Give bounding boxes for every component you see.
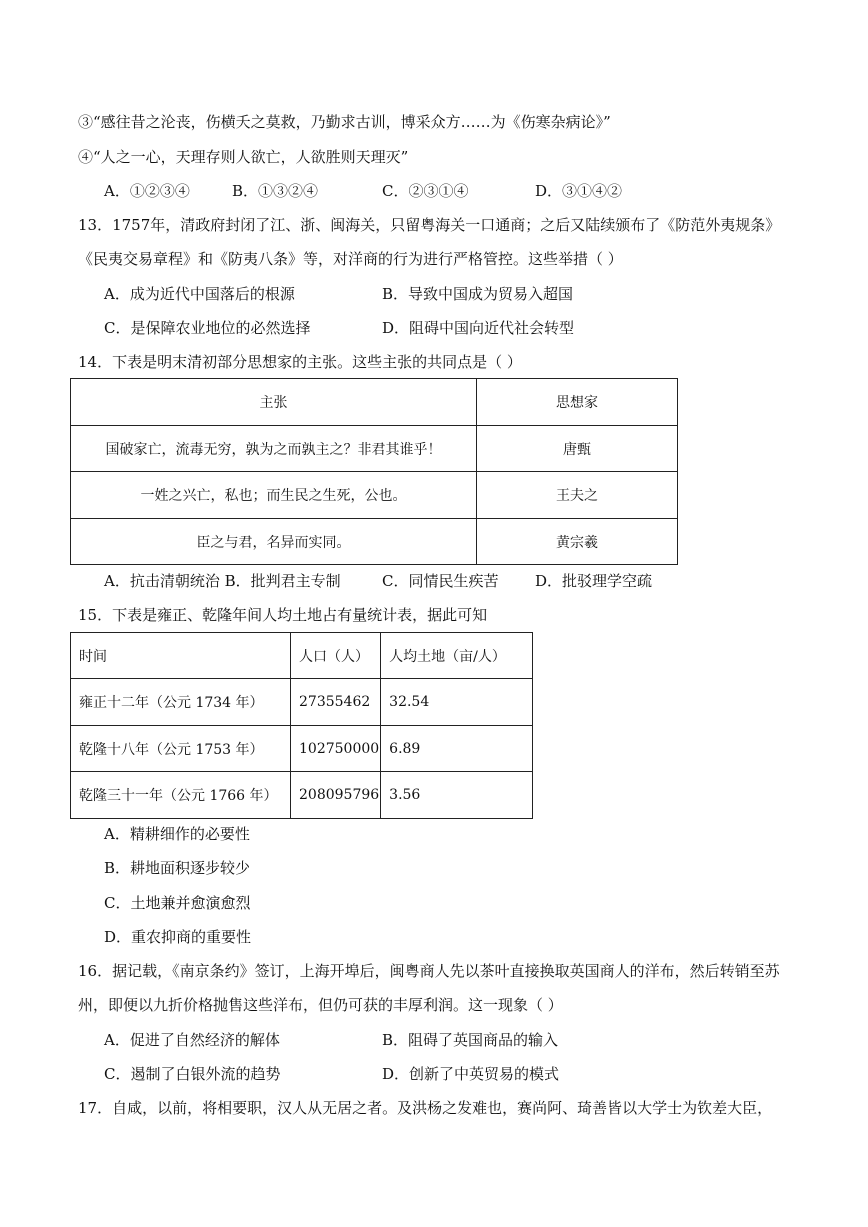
table-cell: 臣之与君，名异而实同。 — [71, 519, 477, 565]
q14-stem: 14．下表是明末清初部分思想家的主张。这些主张的共同点是（ ） — [78, 353, 522, 371]
q14-table — [70, 378, 678, 565]
q16-stem-line1: 16．据记载，《南京条约》签订，上海开埠后，闽粤商人先以茶叶直接换取英国商人的洋布，然后转销至苏 — [78, 962, 780, 980]
table-cell: 乾隆十八年（公元 1753 年） — [71, 726, 291, 772]
statement-3: ③“感往昔之沦丧，伤横夭之莫救，乃勤求古训，博采众方……为《伤寒杂病论》” — [78, 113, 611, 131]
q13-option-a: A．成为近代中国落后的根源 — [104, 285, 295, 303]
table-cell: 唐甄 — [477, 426, 678, 472]
table-row — [71, 679, 533, 726]
q14-option-d: D．批驳理学空疏 — [535, 572, 653, 590]
table-cell: 32.54 — [381, 679, 533, 726]
table-header-cell: 主张 — [71, 379, 477, 426]
q15-option-a: A．精耕细作的必要性 — [104, 825, 250, 843]
table-header-cell: 时间 — [71, 633, 291, 679]
q13-option-d: D．阻碍中国向近代社会转型 — [382, 319, 575, 337]
table-cell: 一姓之兴亡，私也；而生民之生死，公也。 — [71, 472, 477, 519]
q16-option-a: A．促进了自然经济的解体 — [104, 1031, 280, 1049]
q13-option-b: B．导致中国成为贸易入超国 — [382, 285, 574, 303]
table-cell: 208095796 — [291, 772, 381, 819]
q15-option-c: C．土地兼并愈演愈烈 — [104, 894, 251, 912]
q16-option-d: D．创新了中英贸易的模式 — [382, 1065, 560, 1083]
table-cell: 雍正十二年（公元 1734 年） — [71, 679, 291, 726]
table-row — [71, 519, 678, 565]
q15-stem: 15．下表是雍正、乾隆年间人均土地占有量统计表，据此可知 — [78, 606, 488, 624]
table-header-row — [71, 379, 678, 426]
q17-stem-line1: 17．自咸，以前，将相要职，汉人从无居之者。及洪杨之发难也，赛尚阿、琦善皆以大学士为钦差大臣， — [78, 1099, 773, 1117]
table-header-cell: 人口（人） — [291, 633, 381, 679]
q13-stem-line1: 13．1757年，清政府封闭了江、浙、闽海关，只留粤海关一口通商；之后又陆续颁布了《防范外夷规条》 — [78, 216, 781, 234]
q15-option-b: B．耕地面积逐步较少 — [104, 859, 251, 877]
q13-option-c: C．是保障农业地位的必然选择 — [104, 319, 311, 337]
q16-option-b: B．阻碍了英国商品的输入 — [382, 1031, 559, 1049]
q16-stem-line2: 州，即便以九折价格抛售这些洋布，但仍可获的丰厚利润。这一现象（ ） — [78, 996, 563, 1014]
statement-4: ④“人之一心，天理存则人欲亡，人欲胜则天理灭” — [78, 148, 409, 166]
q14-option-c: C．同情民生疾苦 — [382, 572, 499, 590]
table-row — [71, 772, 533, 819]
q16-option-c: C．遏制了白银外流的趋势 — [104, 1065, 281, 1083]
table-row — [71, 472, 678, 519]
table-cell: 102750000 — [291, 726, 381, 772]
q12-option-c: C．②③①④ — [382, 182, 469, 200]
table-cell: 27355462 — [291, 679, 381, 726]
q12-option-a: A．①②③④ — [104, 182, 190, 200]
table-cell: 国破家亡，流毒无穷，孰为之而孰主之？非君其谁乎！ — [71, 426, 477, 472]
q13-stem-line2: 《民夷交易章程》和《防夷八条》等，对洋商的行为进行严格管控。这些举措（ ） — [78, 250, 623, 268]
table-cell: 6.89 — [381, 726, 533, 772]
table-header-cell: 人均土地（亩/人） — [381, 633, 533, 679]
table-row — [71, 726, 533, 772]
table-header-row — [71, 633, 533, 679]
q15-option-d: D．重农抑商的重要性 — [104, 928, 252, 946]
table-row — [71, 426, 678, 472]
q12-option-b: B．①③②④ — [232, 182, 319, 200]
table-cell: 王夫之 — [477, 472, 678, 519]
table-cell: 3.56 — [381, 772, 533, 819]
q15-table — [70, 632, 533, 819]
q14-option-ab: A．抗击清朝统治 B．批判君主专制 — [104, 572, 341, 590]
table-cell: 黄宗羲 — [477, 519, 678, 565]
table-cell: 乾隆三十一年（公元 1766 年） — [71, 772, 291, 819]
table-header-cell: 思想家 — [477, 379, 678, 426]
q12-option-d: D．③①④② — [535, 182, 623, 200]
